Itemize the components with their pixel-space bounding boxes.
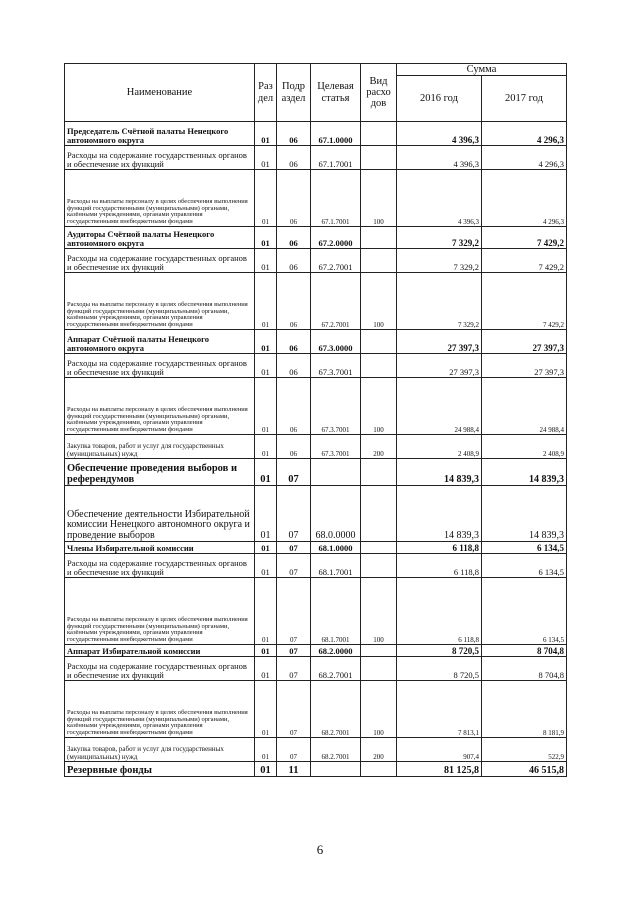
row-razdel: 01 xyxy=(255,459,277,486)
row-sum-2017: 8 181,9 xyxy=(482,681,567,738)
row-razdel: 01 xyxy=(255,273,277,330)
row-sum-2017: 7 429,2 xyxy=(482,227,567,249)
row-sum-2016: 7 813,1 xyxy=(397,681,482,738)
row-podrazdel: 06 xyxy=(277,122,311,146)
row-name: Обеспечение деятельности Избирательной комиссии Ненецкого автономного округа и проведение выборов xyxy=(65,486,255,542)
row-razdel: 01 xyxy=(255,354,277,378)
table-row xyxy=(65,227,567,249)
table-row xyxy=(65,435,567,459)
table-row xyxy=(65,645,567,657)
row-razdel: 01 xyxy=(255,330,277,354)
row-vid xyxy=(361,657,397,681)
table-header-row xyxy=(65,64,567,76)
row-razdel: 01 xyxy=(255,170,277,227)
row-name: Аудиторы Счётной палаты Ненецкого автономного округа xyxy=(65,227,255,249)
row-sum-2016: 4 396,3 xyxy=(397,170,482,227)
header-year-2017: 2017 год xyxy=(482,76,567,122)
row-sum-2017: 6 134,5 xyxy=(482,542,567,554)
header-podrazdel: Подр аздел xyxy=(277,64,311,122)
row-sum-2017: 8 704,8 xyxy=(482,645,567,657)
row-sum-2017: 522,9 xyxy=(482,738,567,762)
row-razdel: 01 xyxy=(255,122,277,146)
row-vid xyxy=(361,330,397,354)
row-podrazdel: 06 xyxy=(277,227,311,249)
row-vid: 100 xyxy=(361,170,397,227)
row-name: Аппарат Избирательной комиссии xyxy=(65,645,255,657)
row-name: Расходы на содержание государственных органов и обеспечение их функций xyxy=(65,657,255,681)
row-name: Закупка товаров, работ и услуг для государственных (муниципальных) нужд xyxy=(65,738,255,762)
row-podrazdel: 07 xyxy=(277,657,311,681)
row-razdel: 01 xyxy=(255,645,277,657)
row-name: Расходы на содержание государственных органов и обеспечение их функций xyxy=(65,146,255,170)
row-name: Расходы на содержание государственных органов и обеспечение их функций xyxy=(65,249,255,273)
row-name: Члены Избирательной комиссии xyxy=(65,542,255,554)
table-row xyxy=(65,738,567,762)
row-statya: 67.3.0000 xyxy=(311,330,361,354)
row-podrazdel: 07 xyxy=(277,486,311,542)
row-statya: 67.1.7001 xyxy=(311,170,361,227)
row-name: Расходы на содержание государственных органов и обеспечение их функций xyxy=(65,554,255,578)
row-name: Аппарат Счётной палаты Ненецкого автономного округа xyxy=(65,330,255,354)
row-statya: 68.1.7001 xyxy=(311,554,361,578)
table-row xyxy=(65,354,567,378)
row-razdel: 01 xyxy=(255,146,277,170)
row-podrazdel: 07 xyxy=(277,681,311,738)
row-vid: 100 xyxy=(361,578,397,645)
row-sum-2016: 7 329,2 xyxy=(397,227,482,249)
row-statya: 68.1.7001 xyxy=(311,578,361,645)
row-statya: 67.3.7001 xyxy=(311,378,361,435)
row-vid xyxy=(361,146,397,170)
row-name: Председатель Счётной палаты Ненецкого автономного округа xyxy=(65,122,255,146)
row-vid xyxy=(361,542,397,554)
row-razdel: 01 xyxy=(255,681,277,738)
row-statya: 68.0.0000 xyxy=(311,486,361,542)
row-name: Резервные фонды xyxy=(65,762,255,777)
row-vid xyxy=(361,554,397,578)
row-vid: 100 xyxy=(361,273,397,330)
row-vid xyxy=(361,122,397,146)
header-tselevaya: Целевая статья xyxy=(311,64,361,122)
row-vid xyxy=(361,459,397,486)
row-sum-2016: 8 720,5 xyxy=(397,645,482,657)
row-statya xyxy=(311,459,361,486)
row-sum-2017: 8 704,8 xyxy=(482,657,567,681)
row-vid xyxy=(361,354,397,378)
row-sum-2016: 14 839,3 xyxy=(397,459,482,486)
row-sum-2016: 8 720,5 xyxy=(397,657,482,681)
row-podrazdel: 06 xyxy=(277,435,311,459)
row-razdel: 01 xyxy=(255,486,277,542)
header-name: Наименование xyxy=(65,64,255,122)
row-podrazdel: 07 xyxy=(277,554,311,578)
row-name: Расходы на содержание государственных органов и обеспечение их функций xyxy=(65,354,255,378)
budget-table xyxy=(64,63,567,777)
row-vid xyxy=(361,227,397,249)
row-statya: 67.1.0000 xyxy=(311,122,361,146)
header-razdel: Раз дел xyxy=(255,64,277,122)
row-sum-2017: 46 515,8 xyxy=(482,762,567,777)
row-razdel: 01 xyxy=(255,378,277,435)
row-sum-2017: 14 839,3 xyxy=(482,486,567,542)
row-sum-2017: 27 397,3 xyxy=(482,354,567,378)
table-row xyxy=(65,249,567,273)
row-vid xyxy=(361,762,397,777)
row-statya: 67.2.7001 xyxy=(311,273,361,330)
row-sum-2016: 7 329,2 xyxy=(397,273,482,330)
table-row xyxy=(65,542,567,554)
row-razdel: 01 xyxy=(255,578,277,645)
row-vid xyxy=(361,486,397,542)
table-row xyxy=(65,170,567,227)
table-row xyxy=(65,146,567,170)
row-podrazdel: 06 xyxy=(277,146,311,170)
row-sum-2016: 81 125,8 xyxy=(397,762,482,777)
row-vid xyxy=(361,645,397,657)
row-podrazdel: 06 xyxy=(277,170,311,227)
row-podrazdel: 07 xyxy=(277,542,311,554)
row-name: Закупка товаров, работ и услуг для государственных (муниципальных) нужд xyxy=(65,435,255,459)
row-razdel: 01 xyxy=(255,227,277,249)
row-sum-2016: 27 397,3 xyxy=(397,330,482,354)
row-statya: 68.2.7001 xyxy=(311,657,361,681)
row-sum-2017: 24 988,4 xyxy=(482,378,567,435)
row-vid: 100 xyxy=(361,378,397,435)
row-sum-2016: 2 408,9 xyxy=(397,435,482,459)
row-sum-2016: 4 396,3 xyxy=(397,122,482,146)
row-sum-2017: 7 429,2 xyxy=(482,249,567,273)
row-statya: 68.2.0000 xyxy=(311,645,361,657)
row-vid: 100 xyxy=(361,681,397,738)
row-sum-2016: 6 118,8 xyxy=(397,542,482,554)
table-row xyxy=(65,273,567,330)
row-razdel: 01 xyxy=(255,554,277,578)
row-sum-2016: 6 118,8 xyxy=(397,578,482,645)
row-statya: 67.3.7001 xyxy=(311,435,361,459)
row-vid xyxy=(361,249,397,273)
row-statya: 68.2.7001 xyxy=(311,681,361,738)
row-sum-2016: 7 329,2 xyxy=(397,249,482,273)
row-statya: 67.3.7001 xyxy=(311,354,361,378)
row-statya: 68.2.7001 xyxy=(311,738,361,762)
row-statya: 67.2.0000 xyxy=(311,227,361,249)
row-razdel: 01 xyxy=(255,249,277,273)
row-razdel: 01 xyxy=(255,657,277,681)
row-statya xyxy=(311,762,361,777)
row-sum-2016: 24 988,4 xyxy=(397,378,482,435)
row-podrazdel: 11 xyxy=(277,762,311,777)
row-name: Расходы на выплаты персоналу в целях обеспечения выполнения функций государственными (муниципальными) органами, казёнными учреждениями, органами управления государственными внебюджетными фондами xyxy=(65,681,255,738)
row-sum-2017: 2 408,9 xyxy=(482,435,567,459)
row-podrazdel: 07 xyxy=(277,459,311,486)
header-summa: Сумма xyxy=(397,64,567,76)
row-name: Расходы на выплаты персоналу в целях обеспечения выполнения функций государственными (муниципальными) органами, казёнными учреждениями, органами управления государственными внебюджетными фондами xyxy=(65,273,255,330)
row-razdel: 01 xyxy=(255,762,277,777)
row-razdel: 01 xyxy=(255,435,277,459)
row-sum-2017: 14 839,3 xyxy=(482,459,567,486)
row-sum-2016: 6 118,8 xyxy=(397,554,482,578)
page-number: 6 xyxy=(316,842,324,857)
row-statya: 67.2.7001 xyxy=(311,249,361,273)
table-row xyxy=(65,554,567,578)
row-vid: 200 xyxy=(361,435,397,459)
table-row xyxy=(65,486,567,542)
row-name: Обеспечение проведения выборов и референдумов xyxy=(65,459,255,486)
table-row xyxy=(65,330,567,354)
row-statya: 67.1.7001 xyxy=(311,146,361,170)
row-sum-2017: 27 397,3 xyxy=(482,330,567,354)
row-podrazdel: 06 xyxy=(277,378,311,435)
row-sum-2016: 27 397,3 xyxy=(397,354,482,378)
row-sum-2017: 7 429,2 xyxy=(482,273,567,330)
row-sum-2016: 907,4 xyxy=(397,738,482,762)
table-row xyxy=(65,681,567,738)
row-podrazdel: 06 xyxy=(277,273,311,330)
row-sum-2016: 4 396,3 xyxy=(397,146,482,170)
row-vid: 200 xyxy=(361,738,397,762)
row-sum-2017: 6 134,5 xyxy=(482,578,567,645)
row-razdel: 01 xyxy=(255,738,277,762)
table-row xyxy=(65,378,567,435)
table-row xyxy=(65,578,567,645)
row-sum-2017: 4 296,3 xyxy=(482,170,567,227)
table-row xyxy=(65,657,567,681)
row-sum-2017: 4 296,3 xyxy=(482,146,567,170)
row-sum-2016: 14 839,3 xyxy=(397,486,482,542)
row-sum-2017: 6 134,5 xyxy=(482,554,567,578)
table-row xyxy=(65,762,567,777)
row-podrazdel: 06 xyxy=(277,249,311,273)
row-podrazdel: 07 xyxy=(277,738,311,762)
table-row xyxy=(65,122,567,146)
row-name: Расходы на выплаты персоналу в целях обеспечения выполнения функций государственными (муниципальными) органами, казёнными учреждениями, органами управления государственными внебюджетными фондами xyxy=(65,170,255,227)
row-statya: 68.1.0000 xyxy=(311,542,361,554)
row-sum-2017: 4 296,3 xyxy=(482,122,567,146)
header-vid: Вид расхо дов xyxy=(361,64,397,122)
header-year-2016: 2016 год xyxy=(397,76,482,122)
row-name: Расходы на выплаты персоналу в целях обеспечения выполнения функций государственными (муниципальными) органами, казёнными учреждениями, органами управления государственными внебюджетными фондами xyxy=(65,378,255,435)
row-podrazdel: 07 xyxy=(277,578,311,645)
row-podrazdel: 06 xyxy=(277,354,311,378)
row-podrazdel: 06 xyxy=(277,330,311,354)
row-podrazdel: 07 xyxy=(277,645,311,657)
row-name: Расходы на выплаты персоналу в целях обеспечения выполнения функций государственными (муниципальными) органами, казёнными учреждениями, органами управления государственными внебюджетными фондами xyxy=(65,578,255,645)
row-razdel: 01 xyxy=(255,542,277,554)
table-row xyxy=(65,459,567,486)
